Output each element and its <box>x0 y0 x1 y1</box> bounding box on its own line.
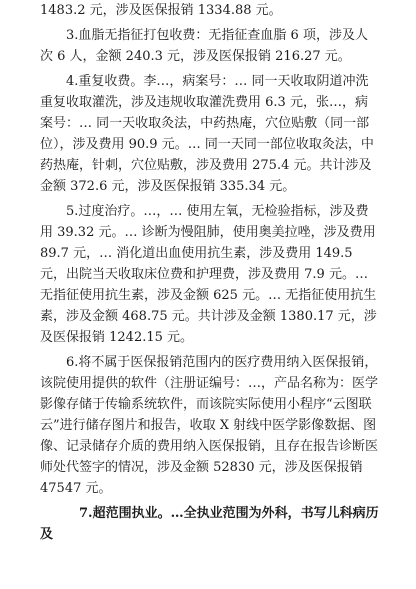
paragraph-item4: 4.重复收费。李…，病案号：… 同一天收取阴道冲洗重复收取灌洗，涉及违规收取灌洗费用 6.3 元，张…，病案号：… 同一天收取灸法，中药热庵，穴位贴敷（同一部位），涉及费用 90.9 元。… 同一天同一部位收取灸法，中药热庵，针刺，穴位贴敷，涉及费用 275.4 元。共计涉及金额 372.6 元，涉及医保报销 335.34 元。 <box>40 74 374 194</box>
paragraph-item2-tail: 1483.2 元，涉及医保报销 1334.88 元。 <box>40 3 282 18</box>
paragraph-item3: 3.血脂无指征打包收费：无指征查血脂 6 项，涉及人次 6 人，金额 240.3 元，涉及医保报销 216.27 元。 <box>40 28 368 64</box>
paragraph-item6: 6.将不属于医保报销范围内的医疗费用纳入医保报销，该院使用提供的软件（注册证编号：…，产品名称为：医学影像存储于传输系统软件，而该院实际使用小程序“云图联云”进行储存图片和报告，收取 X 射线中医学影像数据、图像、记录储存介质的费用纳入医保报销，且存在报告诊断医师处代签字的情况，涉及金额 52830 元，涉及医保报销 47547 元。 <box>40 355 379 496</box>
paragraph-item5: 5.过度治疗。…，… 使用左氧，无检验指标，涉及费用 39.32 元。… 诊断为慢阻肺，使用奥美拉唑，涉及费用 89.7 元，… 消化道出血使用抗生素，涉及费用 149.5 元，出院当天收取床位费和护理费，涉及费用 7.9 元。… 无指征使用抗生素，涉及金额 625 元。… 无指征使用抗生素，涉及金额 468.75 元。共计涉及金额 1380.17 元，涉及医保报销 1242.15 元。 <box>40 204 377 345</box>
paragraph-item7: 7.超范围执业。…全执业范围为外科，书写儿科病历及 <box>40 506 379 542</box>
document-body <box>40 0 380 549</box>
